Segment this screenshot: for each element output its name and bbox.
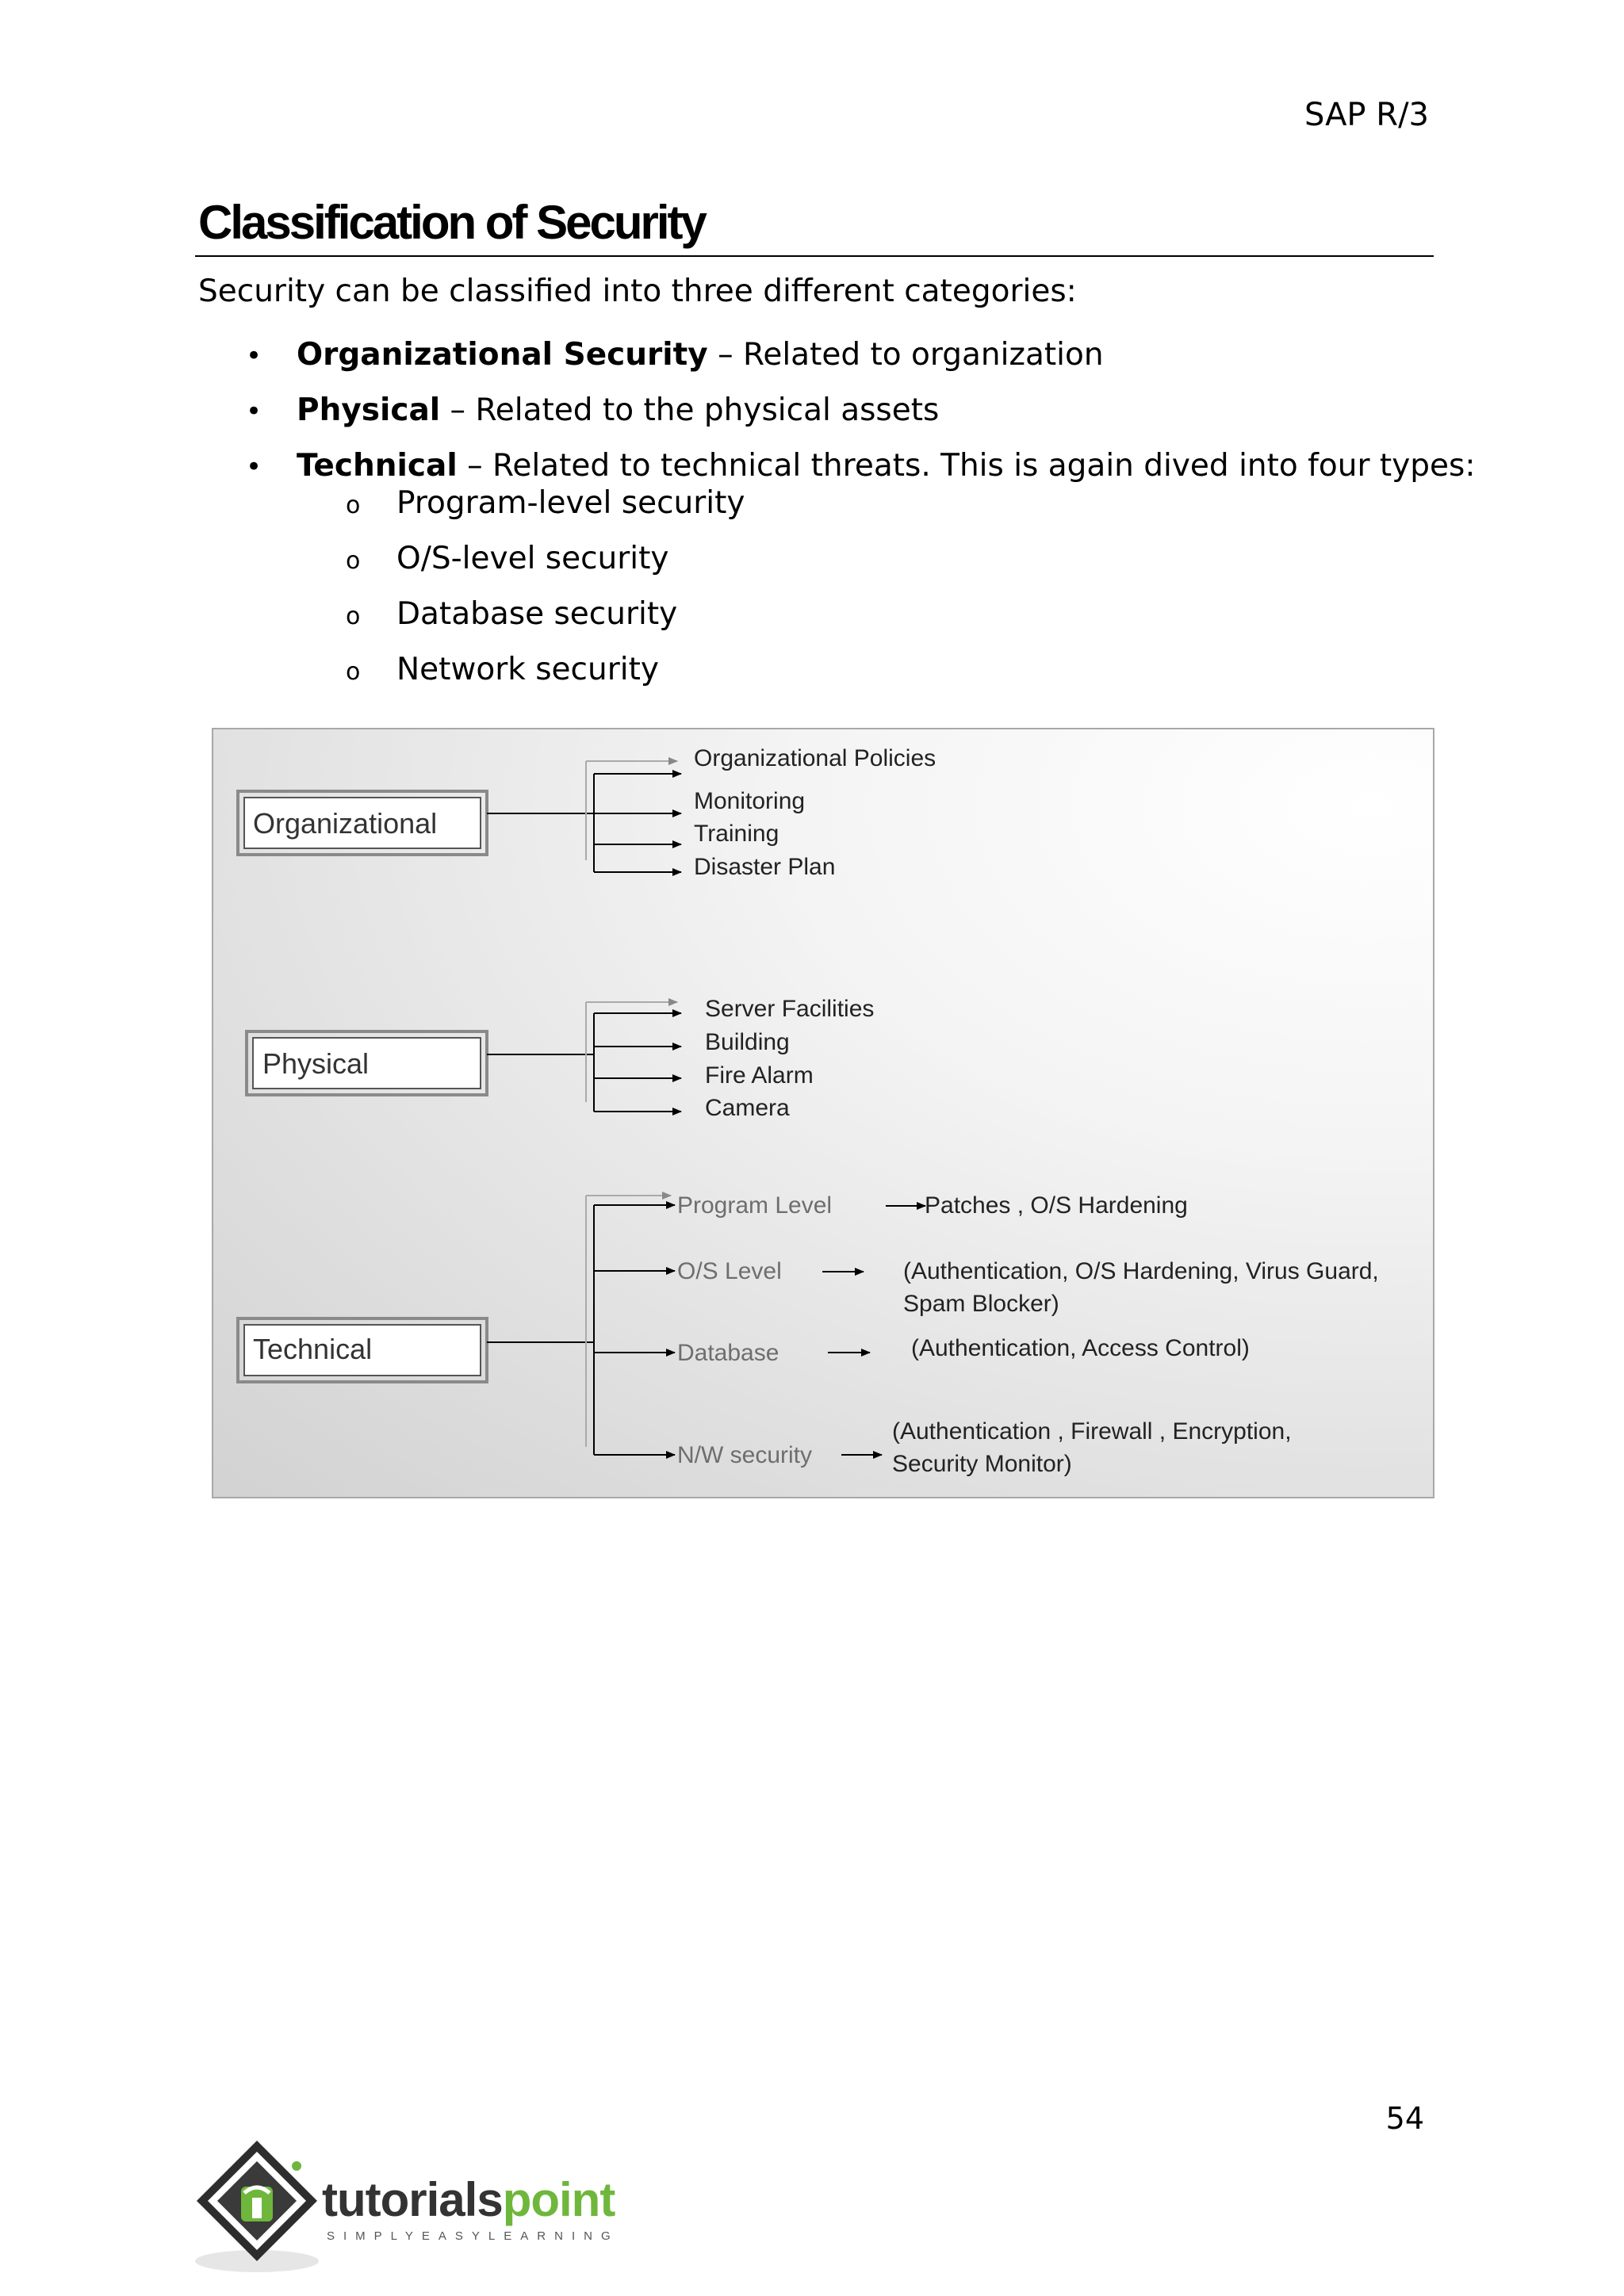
- logo-wordmark: [322, 2172, 615, 2227]
- detail-os-level-line2: Spam Blocker): [903, 1291, 1059, 1317]
- document-header-title: SAP R/3: [1304, 97, 1429, 133]
- bullet-term: Organizational Security: [297, 337, 708, 373]
- security-classification-diagram: [212, 728, 1434, 1498]
- item-fire-alarm: Fire Alarm: [705, 1062, 814, 1089]
- bullet-dot-icon: •: [246, 451, 262, 483]
- circle-bullet-icon: o: [346, 603, 361, 630]
- item-monitoring: Monitoring: [694, 788, 806, 814]
- item-camera: Camera: [705, 1095, 790, 1121]
- bullet-term: Physical: [297, 392, 441, 428]
- subitem-label: Network security: [396, 652, 659, 687]
- subitem-label: Program-level security: [396, 485, 745, 521]
- item-training: Training: [694, 821, 779, 847]
- subitem-os-level: [346, 541, 669, 576]
- circle-bullet-icon: o: [346, 492, 361, 519]
- section-title: Classification of Security: [198, 196, 705, 249]
- bullet-description: – Related to organization: [707, 337, 1104, 373]
- bullet-dot-icon: •: [246, 396, 262, 427]
- circle-bullet-icon: o: [346, 658, 361, 686]
- item-organizational-policies: Organizational Policies: [694, 745, 936, 771]
- subitem-network: [346, 652, 659, 687]
- detail-nw-security-line1: (Authentication , Firewall , Encryption,: [892, 1418, 1292, 1445]
- group-label-organizational: Organizational: [253, 807, 438, 840]
- subitem-label: O/S-level security: [396, 541, 669, 576]
- bullet-dot-icon: •: [246, 340, 262, 372]
- logo-word-tutorials: tutorials: [322, 2173, 503, 2226]
- group-label-physical: Physical: [262, 1047, 370, 1080]
- subitem-label: Database security: [396, 596, 678, 632]
- title-underline: [195, 255, 1434, 257]
- item-nw-security: N/W security: [677, 1442, 813, 1468]
- detail-nw-security-line2: Security Monitor): [892, 1451, 1072, 1477]
- item-database: Database: [677, 1340, 779, 1366]
- item-server-facilities: Server Facilities: [705, 996, 875, 1022]
- detail-database: (Authentication, Access Control): [911, 1335, 1250, 1361]
- page-number: 54: [1385, 2101, 1424, 2136]
- item-disaster-plan: Disaster Plan: [694, 854, 836, 880]
- item-program-level: Program Level: [677, 1192, 833, 1219]
- detail-program-level: Patches , O/S Hardening: [925, 1192, 1188, 1219]
- subitem-program-level: [346, 485, 745, 521]
- group-technical: [238, 1192, 1379, 1477]
- item-os-level: O/S Level: [677, 1258, 782, 1284]
- circle-bullet-icon: o: [346, 547, 361, 575]
- intro-paragraph: Security can be classified into three different categories:: [198, 274, 1077, 309]
- detail-os-level-line1: (Authentication, O/S Hardening, Virus Guard,: [903, 1258, 1379, 1284]
- logo-diamond-icon: [193, 2134, 328, 2277]
- bullet-item-technical: [246, 448, 1476, 484]
- diagram-canvas: [213, 729, 1436, 1500]
- group-physical: [247, 996, 874, 1121]
- bullet-item-organizational: [246, 337, 1104, 373]
- bullet-term: Technical: [297, 448, 458, 484]
- tutorialspoint-logo: [193, 2134, 638, 2277]
- subitem-database: [346, 596, 677, 632]
- logo-word-point: point: [502, 2173, 615, 2226]
- bullet-description: – Related to the physical assets: [440, 392, 940, 428]
- group-label-technical: Technical: [253, 1333, 373, 1365]
- logo-tagline: SIMPLYEASYLEARNING: [327, 2229, 619, 2243]
- bullet-description: – Related to technical threats. This is again dived into four types:: [457, 448, 1476, 484]
- item-building: Building: [705, 1029, 790, 1055]
- bullet-item-physical: [246, 392, 939, 428]
- group-organizational: [238, 745, 936, 880]
